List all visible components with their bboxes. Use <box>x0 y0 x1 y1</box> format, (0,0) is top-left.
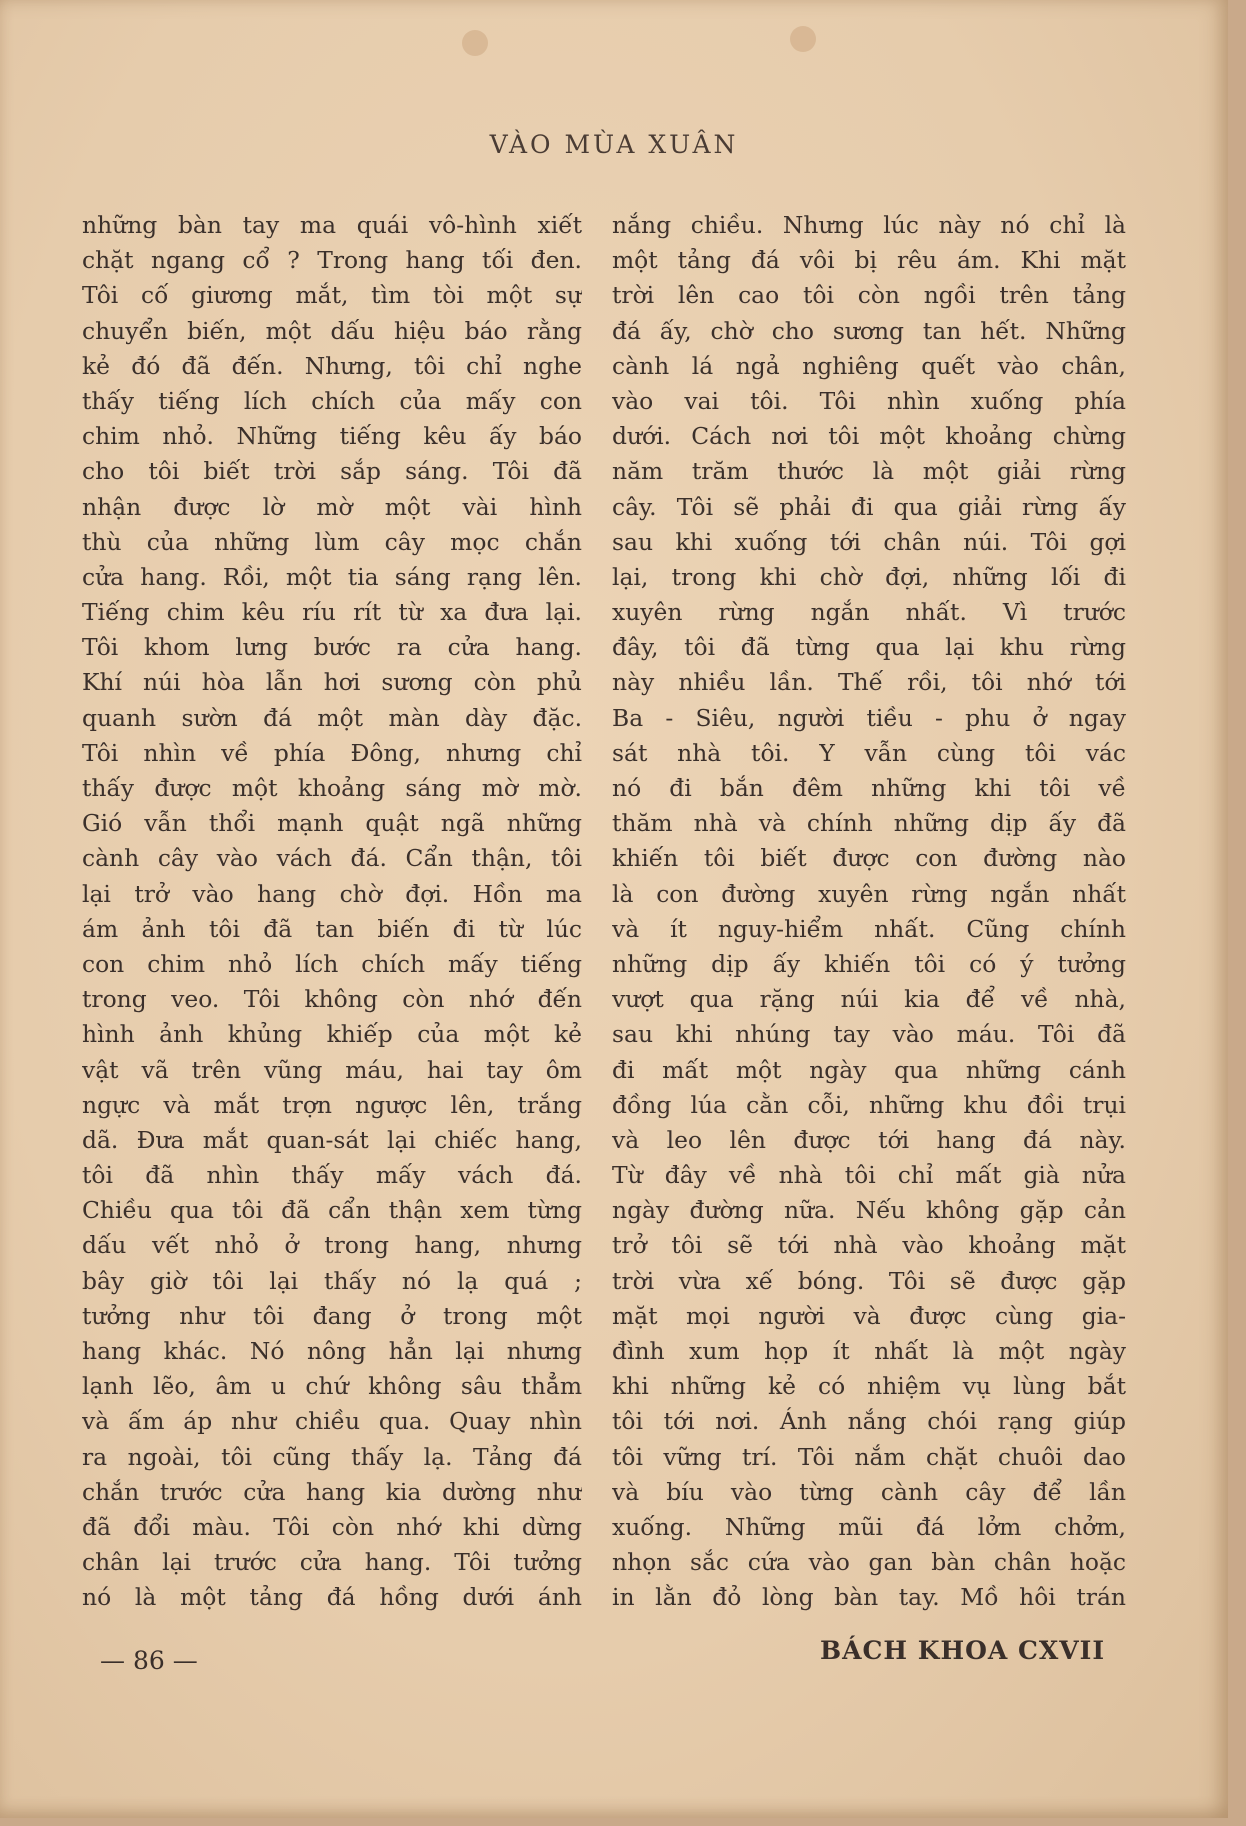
text-line: sau khi xuống tới chân núi. Tôi gợi <box>612 527 1126 556</box>
right-text-column <box>612 208 1126 1616</box>
text-line: những dịp ấy khiến tôi có ý tưởng <box>612 949 1126 978</box>
text-line: nắng chiều. Nhưng lúc này nó chỉ là <box>612 211 1126 239</box>
text-line: Tôi khom lưng bước ra cửa hang. <box>82 633 582 662</box>
text-line: lại trở vào hang chờ đợi. Hồn ma <box>82 879 582 908</box>
text-line: kẻ đó đã đến. Nhưng, tôi chỉ nghe <box>82 351 582 380</box>
text-line: thấy tiếng lích chích của mấy con <box>82 386 582 415</box>
text-line: nhọn sắc cứa vào gan bàn chân hoặc <box>612 1548 1126 1577</box>
running-head: VÀO MÙA XUÂN <box>489 130 739 159</box>
text-line: cửa hang. Rồi, một tia sáng rạng lên. <box>82 562 582 591</box>
text-line: một tảng đá vôi bị rêu ám. Khi mặt <box>612 246 1126 275</box>
text-line: sau khi nhúng tay vào máu. Tôi đã <box>612 1020 1126 1049</box>
text-line: và leo lên được tới hang đá này. <box>612 1125 1126 1154</box>
text-line: đã đổi màu. Tôi còn nhớ khi dừng <box>82 1512 582 1541</box>
text-line: đình xum họp ít nhất là một ngày <box>612 1337 1126 1365</box>
text-line: tưởng như tôi đang ở trong một <box>82 1301 582 1330</box>
text-line: Chiều qua tôi đã cẩn thận xem từng <box>82 1196 582 1225</box>
text-line: trời vừa xế bóng. Tôi sẽ được gặp <box>612 1266 1126 1295</box>
text-line: tôi vững trí. Tôi nắm chặt chuôi dao <box>612 1442 1126 1471</box>
text-line: nhận được lờ mờ một vài hình <box>82 492 582 521</box>
text-line: dưới. Cách nơi tôi một khoảng chừng <box>612 422 1126 451</box>
text-line: chân lại trước cửa hang. Tôi tưởng <box>82 1548 582 1577</box>
text-line: chuyển biến, một dấu hiệu báo rằng <box>82 316 582 345</box>
text-line: những bàn tay ma quái vô-hình xiết <box>82 211 582 239</box>
text-line: lạnh lẽo, âm u chứ không sâu thẳm <box>82 1372 582 1401</box>
text-line: khi những kẻ có nhiệm vụ lùng bắt <box>612 1372 1126 1401</box>
text-line: chặt ngang cổ ? Trong hang tối đen. <box>82 246 582 275</box>
text-line: vượt qua rặng núi kia để về nhà, <box>612 985 1126 1014</box>
text-line: chim nhỏ. Những tiếng kêu ấy báo <box>82 422 582 451</box>
text-line: và ấm áp như chiều qua. Quay nhìn <box>82 1407 582 1436</box>
text-line: đây, tôi đã từng qua lại khu rừng <box>612 633 1126 662</box>
text-line: trời lên cao tôi còn ngồi trên tảng <box>612 281 1126 310</box>
text-line: vào vai tôi. Tôi nhìn xuống phía <box>612 386 1126 415</box>
text-line: tôi đã nhìn thấy mấy vách đá. <box>82 1161 582 1190</box>
text-line: và ít nguy-hiểm nhất. Cũng chính <box>612 914 1126 943</box>
text-line: Khí núi hòa lẫn hơi sương còn phủ <box>82 668 582 697</box>
text-line: thù của những lùm cây mọc chắn <box>82 527 582 556</box>
text-line: in lằn đỏ lòng bàn tay. Mồ hôi trán <box>612 1583 1126 1612</box>
text-line: Gió vẫn thổi mạnh quật ngã những <box>82 809 582 838</box>
text-line: đá ấy, chờ cho sương tan hết. Những <box>612 316 1126 345</box>
text-line: này nhiều lần. Thế rồi, tôi nhớ tới <box>612 668 1126 697</box>
text-line: và bíu vào từng cành cây để lần <box>612 1477 1126 1506</box>
text-line: Tôi nhìn về phía Đông, nhưng chỉ <box>82 738 582 767</box>
text-line: ngực và mắt trợn ngược lên, trắng <box>82 1090 582 1119</box>
text-line: thấy được một khoảng sáng mờ mờ. <box>82 774 582 802</box>
paper-stain <box>462 30 488 56</box>
text-line: Tiếng chim kêu ríu rít từ xa đưa lại. <box>82 598 582 627</box>
text-line: lại, trong khi chờ đợi, những lối đi <box>612 562 1126 591</box>
text-line: cho tôi biết trời sắp sáng. Tôi đã <box>82 457 582 486</box>
text-line: trong veo. Tôi không còn nhớ đến <box>82 985 582 1014</box>
text-line: cây. Tôi sẽ phải đi qua giải rừng ấy <box>612 492 1126 521</box>
text-line: nó là một tảng đá hồng dưới ánh <box>82 1583 582 1612</box>
paper-stain <box>790 26 816 52</box>
text-line: đi mất một ngày qua những cánh <box>612 1055 1126 1084</box>
text-line: vật vã trên vũng máu, hai tay ôm <box>82 1055 582 1084</box>
text-line: trở tôi sẽ tới nhà vào khoảng mặt <box>612 1231 1126 1260</box>
text-line: đồng lúa cằn cỗi, những khu đồi trụi <box>612 1090 1126 1119</box>
text-line: hình ảnh khủng khiếp của một kẻ <box>82 1020 582 1049</box>
text-line: ra ngoài, tôi cũng thấy lạ. Tảng đá <box>82 1442 582 1471</box>
text-line: con chim nhỏ lích chích mấy tiếng <box>82 949 582 978</box>
text-line: cành cây vào vách đá. Cẩn thận, tôi <box>82 844 582 873</box>
text-line: hang khác. Nó nông hẳn lại nhưng <box>82 1337 582 1365</box>
text-line: khiến tôi biết được con đường nào <box>612 844 1126 873</box>
text-line: ngày đường nữa. Nếu không gặp cản <box>612 1196 1126 1225</box>
text-line: bây giờ tôi lại thấy nó lạ quá ; <box>82 1266 582 1295</box>
text-line: năm trăm thước là một giải rừng <box>612 457 1126 486</box>
text-line: ám ảnh tôi đã tan biến đi từ lúc <box>82 914 582 943</box>
left-text-column <box>82 208 582 1616</box>
text-line: xuyên rừng ngắn nhất. Vì trước <box>612 598 1126 627</box>
publication-title: BÁCH KHOA CXVII <box>820 1636 1106 1665</box>
text-line: mặt mọi người và được cùng gia- <box>612 1301 1126 1330</box>
text-line: Ba - Siêu, người tiều - phu ở ngay <box>612 703 1126 732</box>
text-line: tôi tới nơi. Ánh nắng chói rạng giúp <box>612 1407 1126 1436</box>
text-line: thăm nhà và chính những dịp ấy đã <box>612 809 1126 838</box>
text-line: quanh sườn đá một màn dày đặc. <box>82 703 582 732</box>
text-line: Tôi cố giương mắt, tìm tòi một sự <box>82 281 582 310</box>
text-line: sát nhà tôi. Y vẫn cùng tôi vác <box>612 738 1126 767</box>
text-line: chắn trước cửa hang kia dường như <box>82 1477 582 1506</box>
page-number: — 86 — <box>100 1646 198 1675</box>
text-line: dã. Đưa mắt quan-sát lại chiếc hang, <box>82 1125 582 1154</box>
text-line: cành lá ngả nghiêng quết vào chân, <box>612 351 1126 380</box>
text-line: Từ đây về nhà tôi chỉ mất già nửa <box>612 1161 1126 1190</box>
text-line: nó đi bắn đêm những khi tôi về <box>612 774 1126 802</box>
text-line: dấu vết nhỏ ở trong hang, nhưng <box>82 1231 582 1260</box>
text-line: là con đường xuyên rừng ngắn nhất <box>612 879 1126 908</box>
text-line: xuống. Những mũi đá lởm chởm, <box>612 1512 1126 1541</box>
